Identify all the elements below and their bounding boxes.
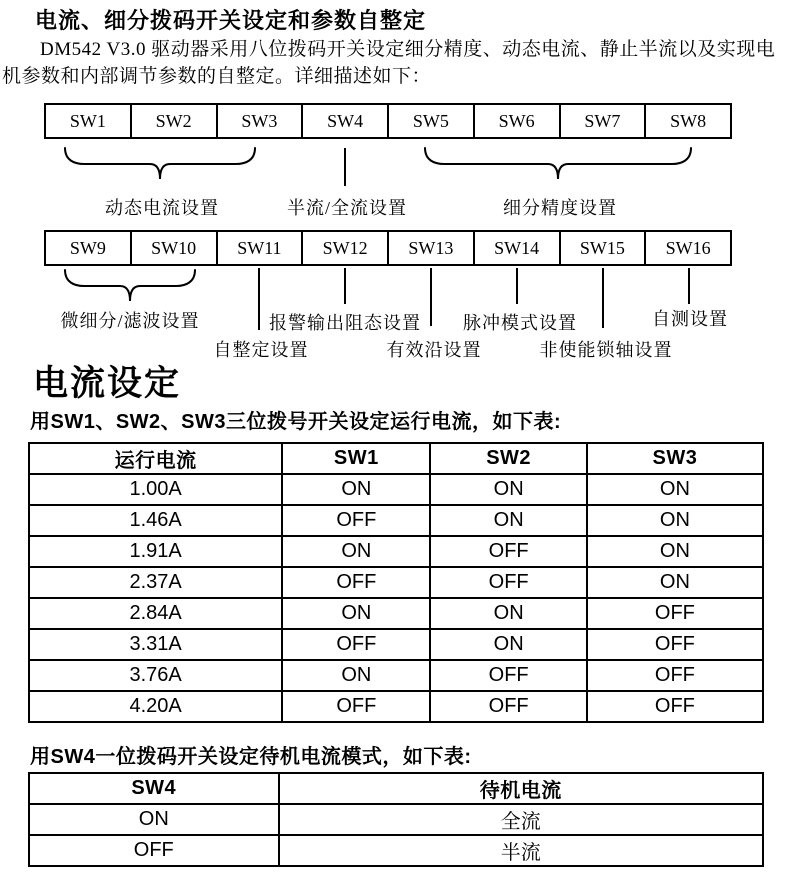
table-row: [29, 598, 763, 629]
table-header-row: [29, 773, 763, 804]
switch-cell-sw10: SW10: [130, 232, 216, 264]
running-current-table: [28, 442, 764, 723]
table-cell-current: 3.76A: [29, 660, 282, 691]
connector-line-sw15: [602, 268, 604, 328]
switch-cell-sw5: SW5: [387, 105, 473, 137]
connector-line-sw12: [344, 268, 346, 304]
table-cell-current: 1.00A: [29, 474, 282, 505]
table-cell-sw1: ON: [282, 474, 430, 505]
brace-dynamic-current: [64, 146, 256, 182]
table-cell-current: 4.20A: [29, 691, 282, 722]
header-cell-sw2: SW2: [430, 443, 586, 474]
table-row: [29, 804, 763, 835]
table-cell-sw2: OFF: [430, 567, 586, 598]
table-cell-sw1: ON: [282, 660, 430, 691]
connector-line-sw4: [344, 148, 346, 186]
switch-cell-sw2: SW2: [130, 105, 216, 137]
table-row: [29, 691, 763, 722]
table-cell-standby-mode: 半流: [279, 835, 763, 866]
table-row: [29, 835, 763, 866]
table-cell-sw3: ON: [587, 474, 763, 505]
table-cell-sw3: OFF: [587, 660, 763, 691]
table-cell-sw3: OFF: [587, 629, 763, 660]
dip-switch-row-top: [44, 103, 732, 139]
table-cell-sw1: OFF: [282, 629, 430, 660]
group-label-selftest: 自测设置: [652, 309, 728, 329]
table-cell-sw1: ON: [282, 536, 430, 567]
dip-switch-row-bottom: [44, 230, 732, 266]
connector-line-sw11: [258, 268, 260, 330]
group-label-autotune: 自整定设置: [213, 340, 309, 360]
intro-paragraph: DM542 V3.0 驱动器采用八位拨码开关设定细分精度、动态电流、静止半流以及实现电机参数和内部调节参数的自整定。详细描述如下：: [2, 39, 776, 87]
table-cell-sw2: ON: [430, 474, 586, 505]
group-label-alarm-output: 报警输出阻态设置: [269, 313, 421, 333]
switch-cell-sw11: SW11: [216, 232, 302, 264]
table-cell-sw3: OFF: [587, 691, 763, 722]
switch-cell-sw12: SW12: [301, 232, 387, 264]
table-cell-current: 1.91A: [29, 536, 282, 567]
standby-current-subtitle: 用SW4一位拨码开关设定待机电流模式，如下表:: [30, 746, 472, 768]
table-cell-current: 2.84A: [29, 598, 282, 629]
group-label-microstep-precision: 细分精度设置: [503, 198, 617, 218]
table-cell-sw2: ON: [430, 598, 586, 629]
switch-cell-sw1: SW1: [69, 110, 106, 131]
group-label-microstep-filter: 微细分/滤波设置: [60, 311, 200, 331]
table-row: [29, 629, 763, 660]
connector-line-sw16: [688, 268, 690, 304]
switch-cell-sw3: SW3: [216, 105, 302, 137]
group-label-dynamic-current: 动态电流设置: [105, 198, 219, 218]
table-row: [29, 536, 763, 567]
running-current-subtitle: 用SW1、SW2、SW3三位拨号开关设定运行电流，如下表:: [30, 411, 562, 433]
table-cell-sw2: OFF: [430, 660, 586, 691]
header-cell-running-current: 运行电流: [29, 443, 282, 474]
switch-cell-sw9: SW9: [69, 237, 106, 258]
header-cell-sw4: SW4: [29, 773, 279, 804]
table-header-row: [29, 443, 763, 474]
table-cell-current: 3.31A: [29, 629, 282, 660]
table-cell-sw1: OFF: [282, 505, 430, 536]
header-cell-sw3: SW3: [587, 443, 763, 474]
section-heading-current: 电流设定: [33, 364, 182, 403]
table-cell-sw4-state: ON: [29, 804, 279, 835]
switch-cell-sw8: SW8: [644, 105, 730, 137]
table-cell-sw3: OFF: [587, 598, 763, 629]
switch-cell-sw7: SW7: [559, 105, 645, 137]
brace-microstep-filter: [64, 268, 196, 304]
connector-line-sw14: [516, 268, 518, 304]
switch-cell-sw14: SW14: [473, 232, 559, 264]
table-cell-sw3: ON: [587, 505, 763, 536]
page-title: 电流、细分拨码开关设定和参数自整定: [35, 8, 427, 33]
header-cell-standby-current: 待机电流: [279, 773, 763, 804]
group-label-pulse-mode: 脉冲模式设置: [463, 313, 577, 333]
table-cell-current: 1.46A: [29, 505, 282, 536]
connector-line-sw13: [430, 268, 432, 326]
group-label-active-edge: 有效沿设置: [386, 340, 482, 360]
table-cell-sw3: ON: [587, 536, 763, 567]
table-row: [29, 505, 763, 536]
switch-cell-sw16: SW16: [644, 232, 730, 264]
table-row: [29, 474, 763, 505]
group-label-disable-lock: 非使能锁轴设置: [539, 340, 673, 360]
switch-cell-sw4: SW4: [301, 105, 387, 137]
table-cell-sw1: ON: [282, 598, 430, 629]
table-cell-sw2: ON: [430, 629, 586, 660]
table-cell-sw4-state: OFF: [29, 835, 279, 866]
switch-cell-sw6: SW6: [473, 105, 559, 137]
header-cell-sw1: SW1: [282, 443, 430, 474]
table-cell-sw3: ON: [587, 567, 763, 598]
table-row: [29, 567, 763, 598]
group-label-half-full-current: 半流/全流设置: [286, 198, 408, 218]
table-cell-sw2: ON: [430, 505, 586, 536]
table-cell-current: 2.37A: [29, 567, 282, 598]
switch-cell-sw13: SW13: [387, 232, 473, 264]
table-row: [29, 660, 763, 691]
switch-cell-sw15: SW15: [559, 232, 645, 264]
table-cell-sw1: OFF: [282, 691, 430, 722]
table-cell-sw2: OFF: [430, 536, 586, 567]
table-cell-sw1: OFF: [282, 567, 430, 598]
table-cell-sw2: OFF: [430, 691, 586, 722]
brace-microstep-precision: [424, 146, 692, 182]
standby-current-table: [28, 772, 764, 867]
table-cell-standby-mode: 全流: [279, 804, 763, 835]
